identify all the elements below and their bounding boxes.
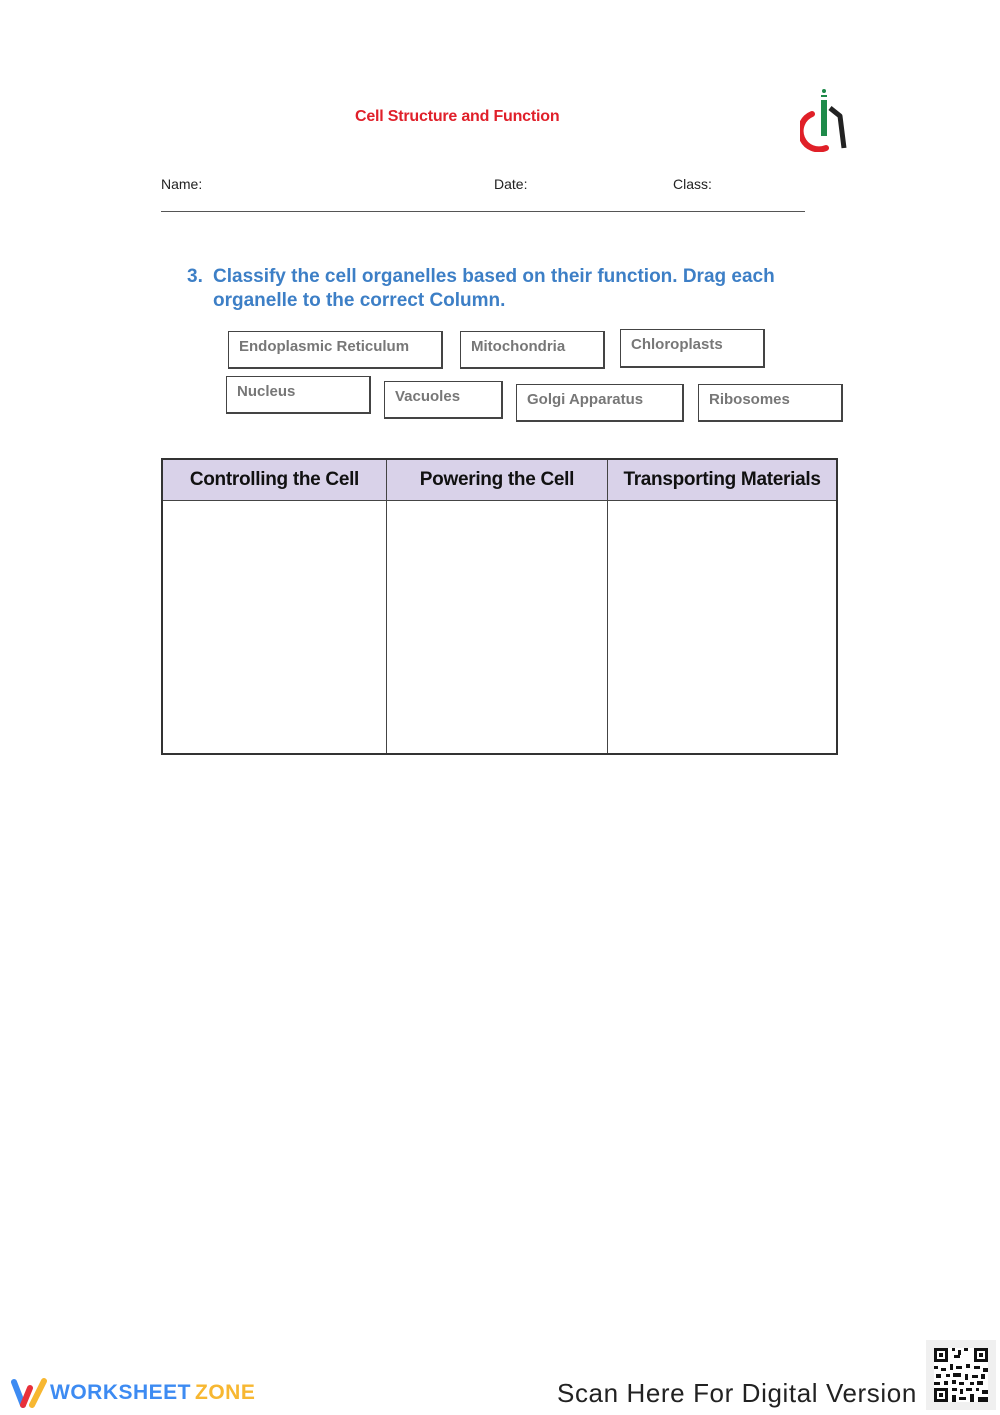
worksheetzone-logo[interactable] [10, 1376, 255, 1410]
question-number: 3. [187, 266, 203, 287]
worksheetzone-w-icon [10, 1376, 50, 1410]
date-label: Date: [494, 176, 528, 192]
table-row [162, 501, 837, 755]
organelle-chip-ribosomes[interactable]: Ribosomes [698, 384, 843, 422]
brand-name-part1: WORKSHEET [50, 1381, 191, 1404]
drop-zone-controlling[interactable] [162, 501, 386, 755]
brand-name-part2: ZONE [195, 1381, 256, 1404]
organelle-chip-chloroplasts[interactable]: Chloroplasts [620, 329, 765, 368]
question-prompt [187, 265, 807, 313]
organelle-chip-vacuoles[interactable]: Vacuoles [384, 381, 503, 419]
name-label: Name: [161, 176, 203, 192]
column-header-controlling: Controlling the Cell [162, 459, 386, 501]
qr-code-icon[interactable] [926, 1340, 996, 1410]
classification-table [161, 458, 838, 755]
column-header-transporting: Transporting Materials [608, 459, 837, 501]
column-header-powering: Powering the Cell [386, 459, 607, 501]
table-header-row [162, 459, 837, 501]
info-underline[interactable] [161, 211, 805, 212]
cell-logo-icon [800, 86, 850, 152]
organelle-chip-golgi-apparatus[interactable]: Golgi Apparatus [516, 384, 684, 422]
organelle-chip-endoplasmic-reticulum[interactable]: Endoplasmic Reticulum [228, 331, 443, 369]
drop-zone-transporting[interactable] [608, 501, 837, 755]
organelle-chip-nucleus[interactable]: Nucleus [226, 376, 371, 414]
drop-zone-powering[interactable] [386, 501, 607, 755]
scan-instruction: Scan Here For Digital Version [557, 1378, 917, 1408]
class-label: Class: [673, 176, 712, 192]
organelle-chip-mitochondria[interactable]: Mitochondria [460, 331, 605, 369]
question-text: Classify the cell organelles based on their function. Drag each organelle to the correct Column. [213, 266, 775, 311]
worksheet-title: Cell Structure and Function [355, 108, 560, 125]
